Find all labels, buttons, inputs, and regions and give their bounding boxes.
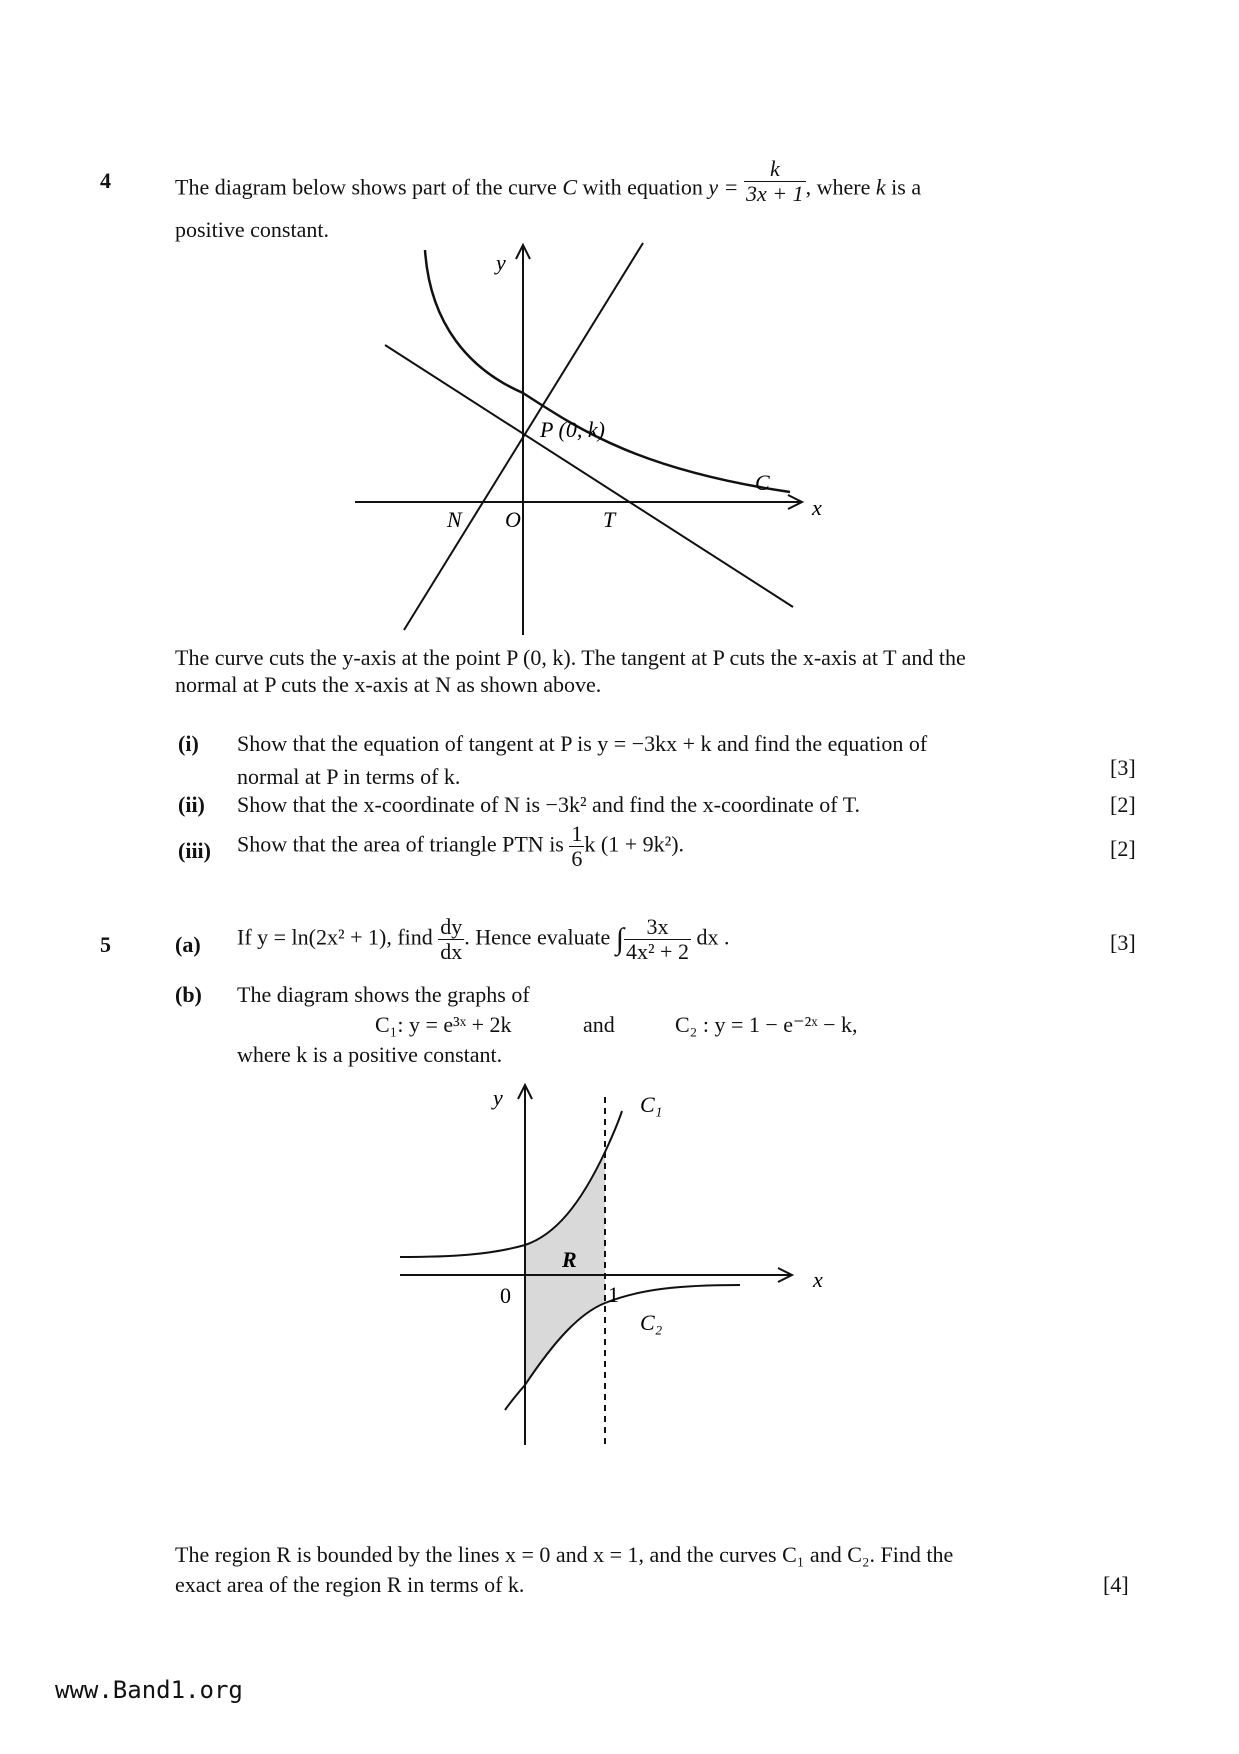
question-4-number: 4 — [100, 168, 111, 193]
q4-part-iii-frac-den: 6 — [571, 846, 583, 872]
q4-label-p: P (0, k) — [540, 417, 605, 442]
q4-part-i-line2: normal at P in terms of k. — [237, 764, 461, 789]
q4-eq-lhs: y = — [708, 174, 739, 200]
q4-intro-end: is a — [885, 174, 922, 200]
q5-part-b-label: (b) — [175, 982, 202, 1007]
q5-a-text-after: dx . — [690, 924, 730, 950]
q4-label-t: T — [603, 507, 616, 532]
q4-label-n: N — [447, 507, 462, 532]
q4-part-iii-marks: [2] — [1110, 836, 1136, 861]
q5-a-int-den: 4x² + 2 — [625, 939, 689, 965]
q4-part-iii-fraction — [569, 822, 584, 871]
q5-part-b-marks: [4] — [1103, 1572, 1129, 1597]
q4-paragraph-line2: normal at P cuts the x-axis at N as shown above. — [175, 672, 602, 697]
q5-a-text-before: If y = ln(2x² + 1), find — [237, 924, 439, 950]
q4-part-i-line1: Show that the equation of tangent at P is y = −3kx + k and find the equation of — [237, 731, 928, 756]
q5-a-int-num: 3x — [624, 915, 691, 940]
q5-b-c2-equation: C₂ : y = 1 − e⁻²ˣ − k, — [675, 1012, 858, 1037]
q4-part-ii-line1: Show that the x-coordinate of N is −3k² and find the x-coordinate of T. — [237, 792, 861, 817]
q4-part-iii-frac-num: 1 — [571, 821, 583, 846]
q4-part-i-marks: [3] — [1110, 755, 1136, 780]
q5-label-c1: C₁ — [640, 1092, 663, 1117]
q4-curve-diagram — [340, 235, 860, 645]
question-5-number: 5 — [100, 932, 111, 957]
q4-part-iii-after: k (1 + 9k²). — [584, 831, 685, 857]
q5-a-integrand — [624, 915, 691, 964]
q5-b-and: and — [583, 1012, 615, 1037]
q5-part-a-label: (a) — [175, 932, 201, 957]
q4-intro-mid: with equation — [577, 174, 709, 200]
q4-part-ii-marks: [2] — [1110, 792, 1136, 817]
q4-tangent-line — [385, 345, 793, 607]
q4-curve-c — [425, 250, 790, 492]
q4-intro-after: , where — [805, 174, 876, 200]
q5-label-x: x — [813, 1267, 823, 1292]
q4-eq-denominator: 3x + 1 — [746, 181, 804, 207]
q5-a-integral-sign: ∫ — [615, 922, 624, 956]
q4-label-c: C — [755, 470, 770, 495]
q4-eq-numerator: k — [744, 157, 806, 182]
q5-label-y: y — [493, 1085, 503, 1110]
q4-intro-before: The diagram below shows part of the curve — [175, 174, 563, 200]
q4-equation-fraction — [744, 157, 806, 206]
q4-part-iii-line1 — [237, 822, 684, 871]
q5-b-c1-equation: C₁: y = e³ˣ + 2k — [375, 1012, 512, 1037]
q4-k-var: k — [875, 174, 886, 200]
q4-intro-line2: positive constant. — [175, 217, 329, 242]
q4-part-ii-label: (ii) — [178, 792, 205, 817]
q5-a-derivative — [438, 915, 464, 964]
q4-intro-line1 — [175, 156, 922, 214]
q5-label-one: 1 — [608, 1282, 619, 1307]
q5-b-paragraph-line1: The region R is bounded by the lines x = 0 and x = 1, and the curves C₁ and C₂. Find the — [175, 1542, 954, 1567]
q4-label-o: O — [505, 507, 521, 532]
footer-website: www.Band1.org — [55, 1676, 243, 1704]
q4-part-i-label: (i) — [178, 731, 199, 756]
q5-a-dy: dy — [440, 914, 463, 939]
q4-label-y: y — [496, 250, 506, 275]
q5-b-line3: where k is a positive constant. — [237, 1042, 503, 1067]
q5-region-diagram — [390, 1075, 850, 1455]
q4-part-iii-label: (iii) — [178, 838, 211, 863]
q4-part-iii-before: Show that the area of triangle PTN is — [237, 831, 570, 857]
q5-part-a-marks: [3] — [1110, 930, 1136, 955]
q5-label-c2: C₂ — [640, 1310, 663, 1335]
q5-label-r: R — [562, 1247, 577, 1272]
q4-label-x: x — [812, 495, 822, 520]
q5-a-text-mid: . Hence evaluate — [464, 924, 616, 950]
q5-a-dx: dx — [440, 939, 463, 965]
q4-curve-name: C — [562, 174, 578, 200]
q5-b-paragraph-line2: exact area of the region R in terms of k. — [175, 1572, 525, 1597]
q4-paragraph-line1: The curve cuts the y-axis at the point P (0, k). The tangent at P cuts the x-axis at T and the — [175, 645, 966, 670]
q5-label-origin: 0 — [500, 1283, 511, 1308]
q5-b-line1: The diagram shows the graphs of — [237, 982, 530, 1007]
q5-part-a-line — [237, 915, 729, 964]
